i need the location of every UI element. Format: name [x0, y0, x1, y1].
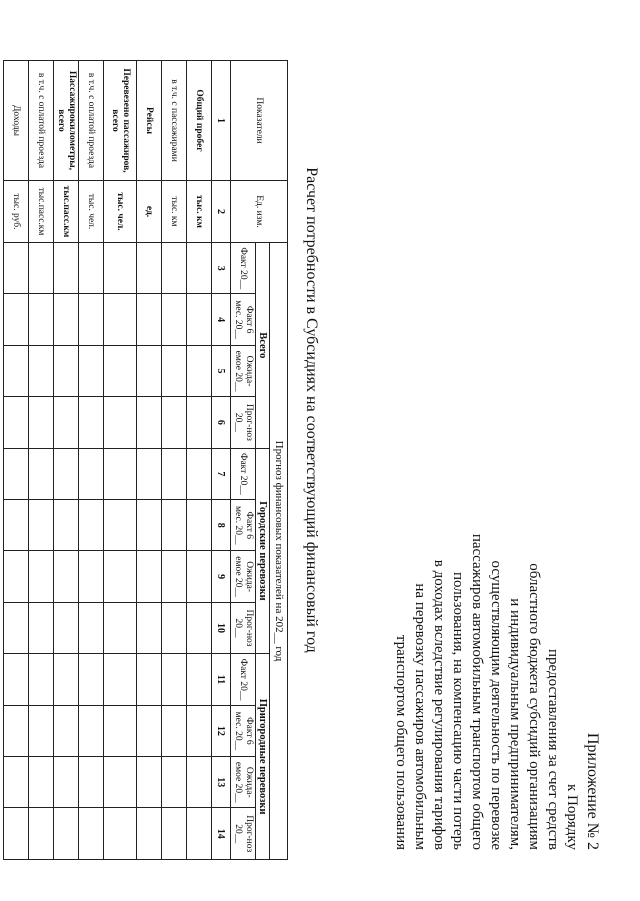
value-cell[interactable] [4, 243, 29, 294]
table-row [29, 61, 54, 860]
table-row [4, 61, 29, 860]
value-cell[interactable] [187, 705, 212, 756]
row-label: в т.ч. с оплатой проезда [79, 61, 104, 181]
row-unit: ед. [137, 181, 162, 243]
header-group-total: Всего [256, 243, 270, 449]
header-group-urban: Городские перевозки [256, 448, 270, 654]
value-cell[interactable] [79, 294, 104, 345]
row-unit: тыс.пасс.км [29, 181, 54, 243]
value-cell[interactable] [104, 243, 137, 294]
subheader-forecast: Прог-ноз 20__ [231, 602, 256, 653]
subheader-forecast: Прог-ноз 20__ [231, 397, 256, 448]
value-cell[interactable] [54, 551, 79, 602]
value-cell[interactable] [4, 294, 29, 345]
value-cell[interactable] [104, 654, 137, 705]
value-cell[interactable] [104, 757, 137, 808]
annex-line: в доходах вследствие регулирования тарифов [431, 559, 447, 850]
column-number: 11 [212, 654, 231, 705]
value-cell[interactable] [187, 654, 212, 705]
value-cell[interactable] [4, 500, 29, 551]
document-title: Расчет потребности в Субсидиях на соответствующий финансовый год [303, 167, 320, 653]
value-cell[interactable] [137, 294, 162, 345]
table-body [4, 61, 212, 860]
subheader-fact-6m: Факт 6 мес. 20__ [231, 294, 256, 345]
value-cell[interactable] [187, 345, 212, 396]
value-cell[interactable] [4, 705, 29, 756]
subheader-forecast: Прог-ноз 20__ [231, 808, 256, 860]
value-cell[interactable] [104, 500, 137, 551]
value-cell[interactable] [162, 705, 187, 756]
value-cell[interactable] [187, 551, 212, 602]
value-cell[interactable] [137, 448, 162, 499]
annex-line: областного бюджета субсидий организациям [526, 563, 542, 850]
header-indicators: Показатели [231, 61, 288, 181]
value-cell[interactable] [104, 705, 137, 756]
annex-header [391, 430, 602, 850]
value-cell[interactable] [104, 345, 137, 396]
row-label: в т.ч. с пассажирами [162, 61, 187, 181]
value-cell[interactable] [162, 551, 187, 602]
value-cell[interactable] [29, 551, 54, 602]
subsidy-table [3, 60, 288, 860]
value-cell[interactable] [29, 808, 54, 860]
value-cell[interactable] [4, 448, 29, 499]
value-cell[interactable] [4, 654, 29, 705]
value-cell[interactable] [137, 500, 162, 551]
column-number: 10 [212, 602, 231, 653]
value-cell[interactable] [4, 345, 29, 396]
header-group-suburban: Пригородные перевозки [256, 654, 270, 860]
table-row [162, 61, 187, 860]
value-cell[interactable] [79, 757, 104, 808]
value-cell[interactable] [137, 243, 162, 294]
value-cell[interactable] [79, 551, 104, 602]
row-label: Перевезено пассажиров, всего [104, 61, 137, 181]
value-cell[interactable] [29, 654, 54, 705]
column-number: 3 [212, 243, 231, 294]
annex-line: пользования, на компенсацию части потерь [450, 572, 466, 850]
value-cell[interactable] [29, 243, 54, 294]
value-cell[interactable] [137, 345, 162, 396]
value-cell[interactable] [4, 808, 29, 860]
value-cell[interactable] [79, 397, 104, 448]
annex-line: транспортом общего пользования [393, 634, 409, 850]
value-cell[interactable] [162, 808, 187, 860]
table-row [104, 61, 137, 860]
value-cell[interactable] [137, 654, 162, 705]
value-cell[interactable] [54, 243, 79, 294]
value-cell[interactable] [162, 243, 187, 294]
value-cell[interactable] [104, 551, 137, 602]
column-number: 13 [212, 757, 231, 808]
subheader-expected: Ожида-емое 20__ [231, 345, 256, 396]
column-number: 2 [212, 181, 231, 243]
value-cell[interactable] [187, 500, 212, 551]
value-cell[interactable] [29, 345, 54, 396]
row-label: Рейсы [137, 61, 162, 181]
value-cell[interactable] [79, 654, 104, 705]
value-cell[interactable] [54, 448, 79, 499]
column-number: 12 [212, 705, 231, 756]
subheader-fact: Факт 20__ [231, 448, 256, 499]
value-cell[interactable] [79, 602, 104, 653]
value-cell[interactable] [54, 705, 79, 756]
value-cell[interactable] [162, 757, 187, 808]
annex-line: пассажиров автомобильным транспортом общего [469, 533, 485, 850]
value-cell[interactable] [187, 294, 212, 345]
value-cell[interactable] [137, 808, 162, 860]
table-row [187, 61, 212, 860]
value-cell[interactable] [162, 345, 187, 396]
value-cell[interactable] [54, 808, 79, 860]
column-number: 8 [212, 500, 231, 551]
row-label: Пассажирокилометры, всего [54, 61, 79, 181]
value-cell[interactable] [4, 757, 29, 808]
value-cell[interactable] [29, 294, 54, 345]
row-label: в т.ч. с оплатой проезда [29, 61, 54, 181]
value-cell[interactable] [29, 397, 54, 448]
value-cell[interactable] [162, 602, 187, 653]
table-row [137, 61, 162, 860]
column-number: 5 [212, 345, 231, 396]
row-unit: тыс. км [162, 181, 187, 243]
value-cell[interactable] [187, 602, 212, 653]
subheader-fact: Факт 20__ [231, 654, 256, 705]
value-cell[interactable] [79, 345, 104, 396]
value-cell[interactable] [79, 500, 104, 551]
value-cell[interactable] [104, 808, 137, 860]
value-cell[interactable] [29, 705, 54, 756]
value-cell[interactable] [187, 808, 212, 860]
value-cell[interactable] [137, 551, 162, 602]
row-label: Общий пробег [187, 61, 212, 181]
value-cell[interactable] [162, 397, 187, 448]
value-cell[interactable] [54, 345, 79, 396]
annex-title: Приложение № 2 [584, 732, 601, 850]
rotated-page [11, 20, 620, 880]
value-cell[interactable] [29, 757, 54, 808]
value-cell[interactable] [187, 243, 212, 294]
value-cell[interactable] [104, 397, 137, 448]
value-cell[interactable] [137, 705, 162, 756]
value-cell[interactable] [104, 294, 137, 345]
value-cell[interactable] [162, 448, 187, 499]
value-cell[interactable] [79, 243, 104, 294]
value-cell[interactable] [4, 551, 29, 602]
value-cell[interactable] [187, 448, 212, 499]
row-unit: тыс.пасс.км [54, 181, 79, 243]
value-cell[interactable] [4, 397, 29, 448]
value-cell[interactable] [29, 448, 54, 499]
annex-line: предоставления за счет средств [545, 648, 561, 850]
value-cell[interactable] [162, 654, 187, 705]
value-cell[interactable] [54, 500, 79, 551]
value-cell[interactable] [187, 757, 212, 808]
value-cell[interactable] [54, 294, 79, 345]
value-cell[interactable] [54, 602, 79, 653]
value-cell[interactable] [79, 808, 104, 860]
column-number: 9 [212, 551, 231, 602]
value-cell[interactable] [54, 397, 79, 448]
row-unit: тыс. руб. [4, 181, 29, 243]
value-cell[interactable] [54, 757, 79, 808]
column-number: 7 [212, 448, 231, 499]
header-unit: Ед. изм. [231, 181, 288, 243]
subsidy-table-wrap [3, 60, 288, 860]
table-row [79, 61, 104, 860]
value-cell[interactable] [162, 500, 187, 551]
value-cell[interactable] [79, 705, 104, 756]
annex-line: на перевозку пассажиров автомобильным [412, 583, 428, 850]
value-cell[interactable] [137, 397, 162, 448]
value-cell[interactable] [104, 448, 137, 499]
column-number: 6 [212, 397, 231, 448]
subheader-expected: Ожида-емое 20__ [231, 757, 256, 808]
value-cell[interactable] [104, 602, 137, 653]
value-cell[interactable] [4, 602, 29, 653]
value-cell[interactable] [29, 602, 54, 653]
annex-line: к Порядку [564, 784, 580, 850]
subheader-fact-6m: Факт 6 мес. 20__ [231, 705, 256, 756]
annex-line: и индивидуальным предпринимателям, [507, 598, 523, 850]
subheader-fact: Факт 20__ [231, 243, 256, 294]
column-number: 14 [212, 808, 231, 860]
value-cell[interactable] [54, 654, 79, 705]
value-cell[interactable] [29, 500, 54, 551]
value-cell[interactable] [187, 397, 212, 448]
value-cell[interactable] [162, 294, 187, 345]
row-unit: тыс. чел. [104, 181, 137, 243]
table-row [54, 61, 79, 860]
value-cell[interactable] [79, 448, 104, 499]
row-unit: тыс. чел. [79, 181, 104, 243]
annex-line: осуществляющим деятельность по перевозке [488, 560, 504, 850]
value-cell[interactable] [137, 602, 162, 653]
header-forecast: Прогноз финансовых показателей на 202__ год [270, 243, 288, 860]
row-label: Доходы [4, 61, 29, 181]
value-cell[interactable] [137, 757, 162, 808]
column-number: 4 [212, 294, 231, 345]
subheader-fact-6m: Факт 6 мес. 20__ [231, 500, 256, 551]
column-number: 1 [212, 61, 231, 181]
subheader-expected: Ожида-емое 20__ [231, 551, 256, 602]
row-unit: тыс. км [187, 181, 212, 243]
